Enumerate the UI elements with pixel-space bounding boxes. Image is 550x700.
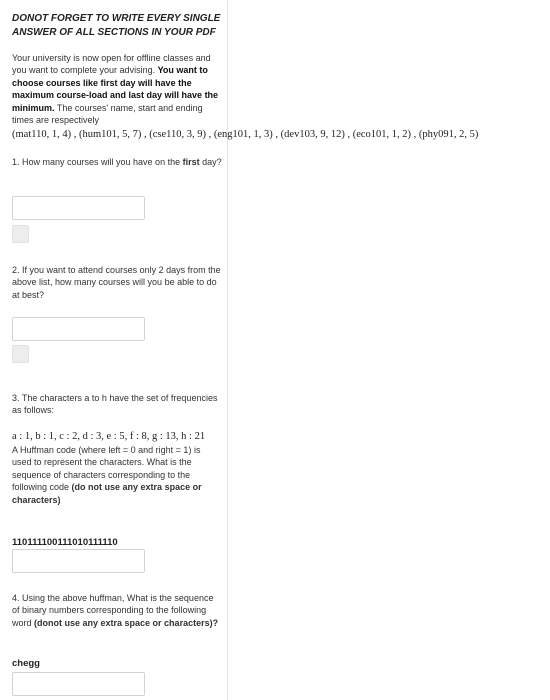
question-3-description <box>12 444 222 506</box>
question-1-bold: first <box>182 157 200 167</box>
huffman-code: 110111100111010111110 <box>12 537 118 548</box>
intro-bold-text: You want to choose courses like first day will have the maximum course-load and last day will have the minimum. <box>12 65 219 113</box>
intro-text: Your university is now open for offline classes and you want to complete your advising. <box>12 53 211 76</box>
question-1-text: 1. How many courses will you have on the <box>12 157 183 167</box>
courses-list: (mat110, 1, 4) , (hum101, 5, 7) , (cse110, 3, 9) , (eng101, 1, 3) , (dev103, 9, 12) , (eco101, 1, 2) , (phy091, 2, 5) <box>12 129 479 140</box>
page-heading: DONOT FORGET TO WRITE EVERY SINGLE ANSWER OF ALL SECTIONS IN YOUR PDF <box>12 13 221 38</box>
intro-text-2: The courses' name, start and ending times are respectively <box>12 102 203 126</box>
question-4 <box>12 592 222 629</box>
answer-1-check[interactable] <box>12 225 29 243</box>
frequency-list: a : 1, b : 1, c : 2, d : 3, e : 5, f : 8, g : 13, h : 21 <box>12 431 206 442</box>
question-1 <box>12 156 222 168</box>
question-3: 3. The characters a to h have the set of frequencies as follows: <box>12 393 218 416</box>
question-2: 2. If you want to attend courses only 2 days from the above list, how many courses will you be able to do at best? <box>12 265 221 300</box>
question-3-bold: (do not use any extra space or characters) <box>12 482 202 505</box>
encode-word: chegg <box>12 658 40 669</box>
answer-4-input[interactable] <box>12 672 145 696</box>
column-divider <box>227 0 228 700</box>
question-1-suffix: day? <box>199 157 222 167</box>
answer-2-input[interactable] <box>12 317 145 341</box>
question-4-bold: (donot use any extra space or characters)? <box>34 617 219 628</box>
answer-3-input[interactable] <box>12 549 145 573</box>
answer-1-input[interactable] <box>12 196 145 220</box>
question-3-desc-text: A Huffman code (where left = 0 and right = 1) is used to represent the characters. What is the sequence of characters corresponding to the following code <box>12 445 201 493</box>
intro-paragraph <box>12 52 222 126</box>
question-4-text: 4. Using the above huffman, What is the sequence of binary numbers corresponding to the following word <box>12 593 214 628</box>
answer-2-check[interactable] <box>12 345 29 363</box>
